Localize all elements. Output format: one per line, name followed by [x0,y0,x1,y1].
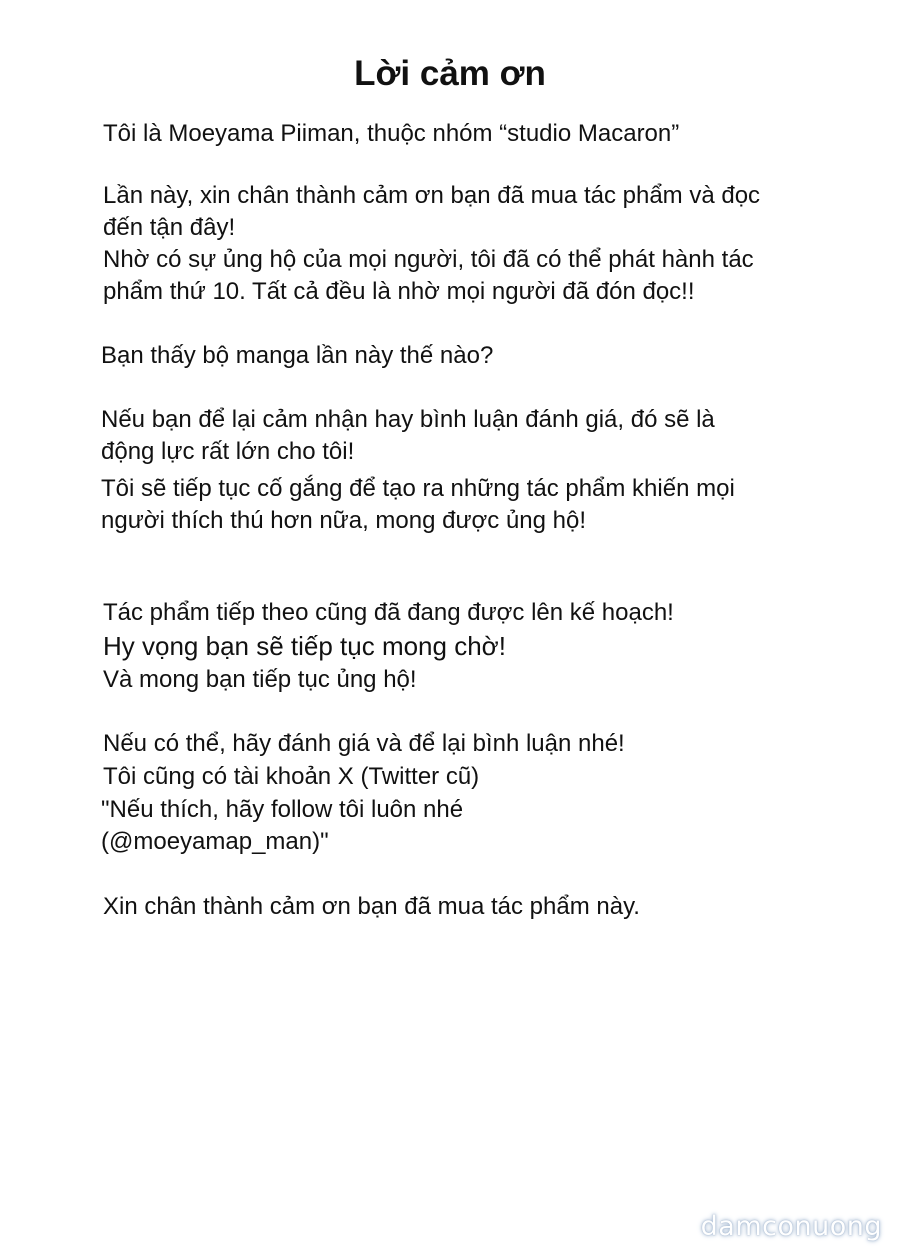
review-request-line: Nếu có thể, hãy đánh giá và để lại bình luận nhé! [103,730,625,757]
support-again-line: Và mong bạn tiếp tục ủng hộ! [103,666,417,693]
page-title: Lời cảm ơn [354,54,546,93]
watermark: damconuong [700,1211,882,1242]
question-line: Bạn thấy bộ manga lần này thế nào? [101,342,494,369]
feedback-line-1: Nếu bạn để lại cảm nhận hay bình luận đánh giá, đó sẽ là [101,406,715,433]
follow-line: "Nếu thích, hãy follow tôi luôn nhé [101,796,464,823]
support-line-2: phẩm thứ 10. Tất cả đều là nhờ mọi người đã đón đọc!! [103,278,695,305]
twitter-account-line: Tôi cũng có tài khoản X (Twitter cũ) [103,763,480,790]
thanks-line-1: Lần này, xin chân thành cảm ơn bạn đã mua tác phẩm và đọc [103,182,761,209]
effort-line-2: người thích thú hơn nữa, mong được ủng hộ! [101,507,587,534]
support-line-1: Nhờ có sự ủng hộ của mọi người, tôi đã có thể phát hành tác [103,246,754,273]
thanks-line-2: đến tận đây! [103,214,236,241]
effort-line-1: Tôi sẽ tiếp tục cố gắng để tạo ra những tác phẩm khiến mọi [101,475,735,502]
twitter-handle-line: (@moeyamap_man)" [101,828,329,855]
intro-line: Tôi là Moeyama Piiman, thuộc nhóm “studio Macaron” [103,120,680,147]
feedback-line-2: động lực rất lớn cho tôi! [101,438,355,465]
closing-line: Xin chân thành cảm ơn bạn đã mua tác phẩm này. [103,893,640,920]
hope-line: Hy vọng bạn sẽ tiếp tục mong chờ! [103,631,506,661]
next-work-line: Tác phẩm tiếp theo cũng đã đang được lên kế hoạch! [103,599,674,626]
